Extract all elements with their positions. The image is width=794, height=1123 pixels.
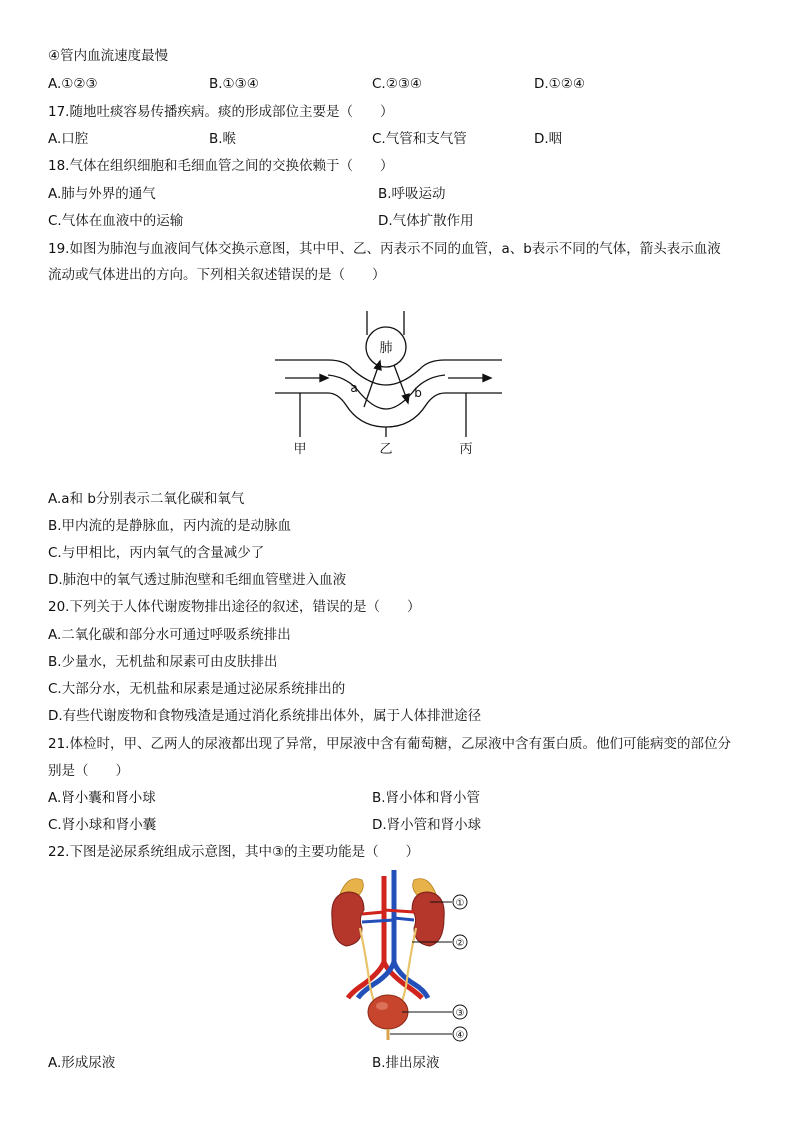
- q18-option-c: C.气体在血液中的运输: [48, 213, 184, 229]
- gas-b-label: b: [414, 386, 422, 400]
- q20-option-c: C.大部分水，无机盐和尿素是通过泌尿系统排出的: [48, 681, 346, 697]
- q21-stem-line2: 别是（ ）: [48, 763, 129, 779]
- q21-option-b: B.肾小体和肾小管: [372, 790, 481, 806]
- q17-option-d: D.咽: [534, 131, 563, 147]
- q19-option-d: D.肺泡中的氧气透过肺泡壁和毛细血管壁进入血液: [48, 572, 347, 588]
- q20-option-b: B.少量水，无机盐和尿素可由皮肤排出: [48, 654, 278, 670]
- q16-option-c: C.②③④: [372, 76, 423, 92]
- q22-option-b: B.排出尿液: [372, 1055, 440, 1071]
- label-1: ①: [455, 898, 465, 909]
- q21-option-a: A.肾小囊和肾小球: [48, 790, 156, 806]
- q19-option-a: A.a和 b分别表示二氧化碳和氧气: [48, 491, 245, 507]
- q20-option-a: A.二氧化碳和部分水可通过呼吸系统排出: [48, 627, 291, 643]
- q22-stem: 22.下图是泌尿系统组成示意图，其中③的主要功能是（ ）: [48, 844, 420, 860]
- q18-option-d: D.气体扩散作用: [378, 213, 474, 229]
- q17-stem: 17.随地吐痰容易传播疾病。痰的形成部位主要是（ ）: [48, 104, 394, 120]
- label-3: ③: [455, 1008, 465, 1019]
- q17-option-a: A.口腔: [48, 131, 89, 147]
- q21-stem-line1: 21.体检时，甲、乙两人的尿液都出现了异常，甲尿液中含有葡萄糖，乙尿液中含有蛋白质。他们可能病变的部位分: [48, 736, 731, 752]
- q19-option-b: B.甲内流的是静脉血，丙内流的是动脉血: [48, 518, 292, 534]
- q21-option-d: D.肾小管和肾小球: [372, 817, 482, 833]
- alveolus-label: 肺: [379, 341, 393, 356]
- q18-option-a: A.肺与外界的通气: [48, 186, 156, 202]
- q16-option-b: B.①③④: [209, 76, 259, 92]
- q17-option-c: C.气管和支气管: [372, 131, 467, 147]
- q19-stem-line1: 19.如图为肺泡与血液间气体交换示意图，其中甲、乙、丙表示不同的血管，a、b表示不同的气体，箭头表示血液: [48, 241, 721, 257]
- q22-option-a: A.形成尿液: [48, 1055, 116, 1071]
- label-4: ④: [455, 1030, 465, 1041]
- vessel-jia-label: 甲: [293, 442, 307, 457]
- q18-stem: 18.气体在组织细胞和毛细血管之间的交换依赖于（ ）: [48, 158, 394, 174]
- q19-option-c: C.与甲相比，丙内氧气的含量减少了: [48, 545, 265, 561]
- q18-option-b: B.呼吸运动: [378, 186, 446, 202]
- q16-statement-4: ④管内血流速度最慢: [48, 48, 169, 64]
- urinary-system-diagram: [318, 866, 478, 1046]
- gas-a-label: a: [350, 381, 358, 395]
- q16-option-a: A.①②③: [48, 76, 98, 92]
- vessel-yi-label: 乙: [379, 442, 393, 457]
- q20-option-d: D.有些代谢废物和食物残渣是通过消化系统排出体外，属于人体排泄途径: [48, 708, 482, 724]
- label-2: ②: [455, 938, 465, 949]
- q21-option-c: C.肾小球和肾小囊: [48, 817, 157, 833]
- q16-option-d: D.①②④: [534, 76, 585, 92]
- vessel-bing-label: 丙: [459, 442, 473, 457]
- q17-option-b: B.喉: [209, 131, 237, 147]
- q20-stem: 20.下列关于人体代谢废物排出途径的叙述，错误的是（ ）: [48, 599, 421, 615]
- alveolus-gas-exchange-diagram: [270, 305, 510, 465]
- q19-stem-line2: 流动或气体进出的方向。下列相关叙述错误的是（ ）: [48, 267, 386, 283]
